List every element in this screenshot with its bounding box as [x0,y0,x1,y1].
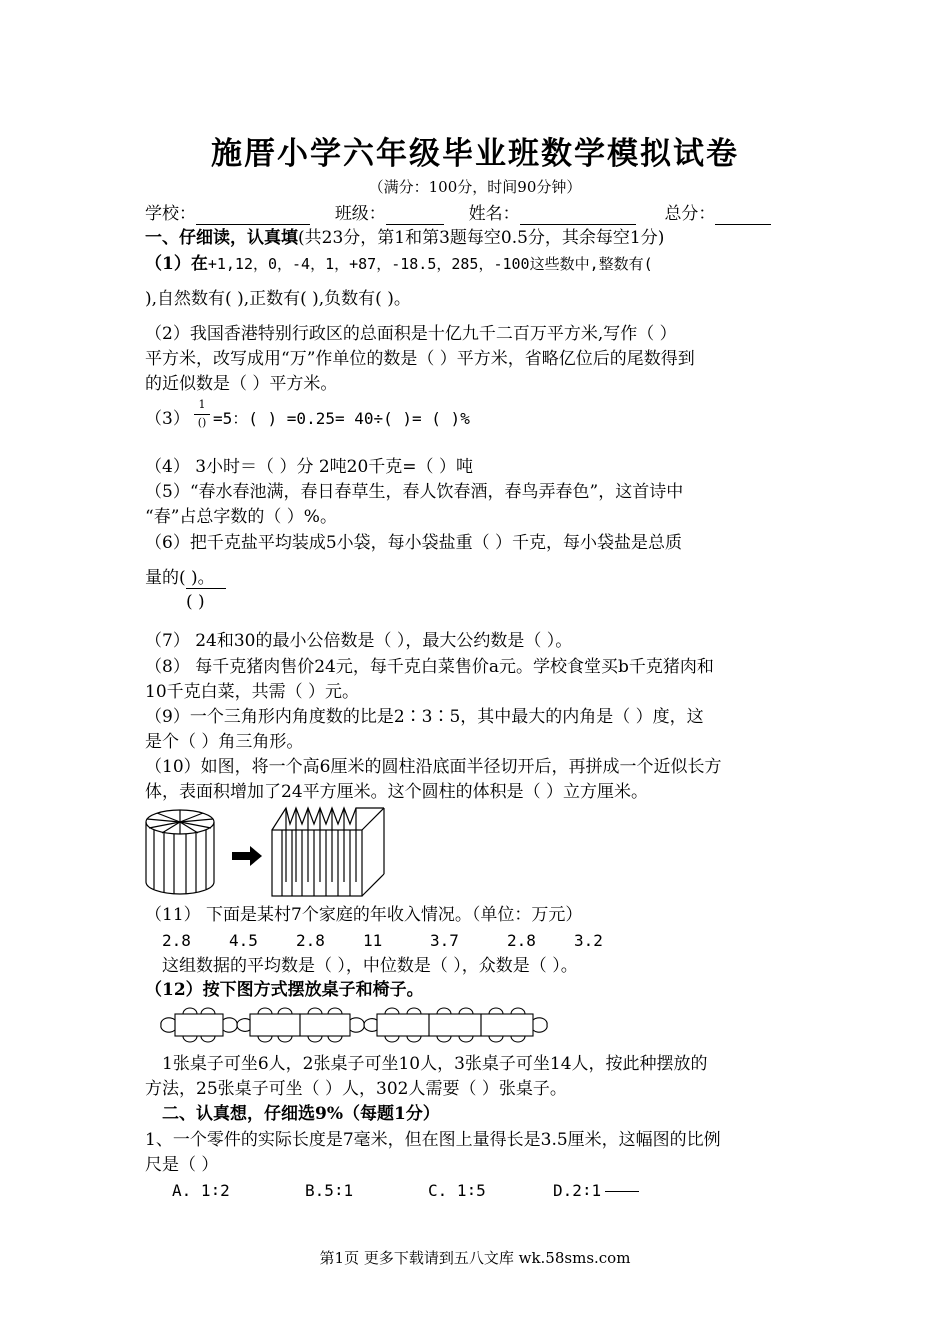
name-label: 姓名： [468,204,520,224]
class-label: 班级： [334,204,386,224]
q10-line2: 体，表面积增加了24平方厘米。这个圆柱的体积是（ ）立方厘米。 [145,782,649,802]
q12-line1: 1张桌子可坐6人，2张桌子可坐10人，3张桌子可坐14人，按此种摆放的 [162,1054,708,1074]
q3-fraction-denominator: () [197,416,207,429]
name-field[interactable] [520,208,636,225]
q2-line1: （2）我国香港特别行政区的总面积是十亿九千二百万平方米,写作（ ） [145,324,677,344]
school-label: 学校： [145,204,196,224]
arrow-right-icon [232,846,262,866]
q8-line2: 10千克白菜，共需（ ）元。 [145,682,360,702]
q11-value: 3.7 [430,931,459,950]
page-title: 施厝小学六年级毕业班数学模拟试卷 [211,136,739,172]
q11-value: 3.2 [574,931,603,950]
cylinder-figure [140,800,400,900]
mc1-option-c[interactable]: C. 1∶5 [428,1181,486,1200]
q1-line1 [145,253,653,275]
q5-line1: （5）“春水春池满，春日春草生，春人饮春酒，春鸟弄春色”，这首诗中 [145,482,684,502]
q3-text: =5：( ) =0.25= 40÷( )= ( )% [213,409,470,428]
q11-value: 11 [363,931,383,950]
mc1-options [172,1180,639,1202]
q1-label: （1）在 [145,254,208,274]
page-subtitle: （满分：100分，时间90分钟） [368,178,582,196]
q9-line1: （9）一个三角形内角度数的比是2∶3∶5，其中最大的内角是（ ）度，这 [145,707,704,727]
school-field[interactable] [196,208,310,225]
section1-note: (共23分，第1和第3题每空0.5分，其余每空1分) [298,228,665,248]
q6-fraction-bar [186,588,226,589]
q11-line1: （11） 下面是某村7个家庭的年收入情况。（单位：万元） [145,905,583,925]
q9-line2: 是个（ ）角三角形。 [145,732,304,752]
q11-value: 2.8 [507,931,536,950]
q3-fraction-bar [194,414,210,415]
page-footer: 第1页 更多下载请到五八文库 wk.58sms.com [319,1249,631,1267]
q1-line2: ),自然数有( ),正数有( ),负数有( )。 [145,289,411,309]
q12-heading: （12）按下图方式摆放桌子和椅子。 [145,980,424,1000]
q1-text1: +1,12，0，-4，1，+87，-18.5，285，-100这些数中,整数有( [207,255,653,273]
q3-label: （3） [145,409,190,429]
section1-title: 一、仔细读，认真填 [145,228,298,248]
mc1-option-b[interactable]: B.5∶1 [305,1181,354,1200]
section1-heading [145,227,664,249]
q2-line3: 的近似数是（ ）平方米。 [145,374,338,394]
mc1-line1: 1、一个零件的实际长度是7毫米，但在图上量得长是3.5厘米，这幅图的比例 [145,1130,721,1150]
q4-line: （4） 3小时＝（ ）分 2吨20千克=（ ）吨 [145,457,473,477]
q11-line3: 这组数据的平均数是（ ），中位数是（ ），众数是（ ）。 [162,956,578,976]
info-row [145,203,771,225]
q6-line3: ( ) [186,592,205,612]
q10-line1: （10）如图，将一个高6厘米的圆柱沿底面半径切开后，再拼成一个近似长方 [145,757,722,777]
score-field[interactable] [715,208,771,225]
q11-value: 4.5 [229,931,258,950]
mc1-option-d[interactable]: D.2∶1 [553,1181,602,1200]
q6-line1: （6）把千克盐平均装成5小袋，每小袋盐重（ ）千克，每小袋盐是总质 [145,533,683,553]
q11-value: 2.8 [162,931,191,950]
q12-line2: 方法，25张桌子可坐（ ）人，302人需要（ ）张桌子。 [145,1079,567,1099]
score-label: 总分： [664,204,716,224]
q11-values-row [162,930,603,952]
mc1-line2: 尺是（ ） [145,1155,219,1175]
divider [605,1191,639,1192]
q3-fraction-numerator: 1 [198,398,206,411]
mc1-option-a[interactable]: A. 1∶2 [172,1181,230,1200]
q2-line2: 平方米，改写成用“万”作单位的数是（ ）平方米，省略亿位后的尾数得到 [145,349,695,369]
q8-line1: （8） 每千克猪肉售价24元，每千克白菜售价a元。学校食堂买b千克猪肉和 [145,657,714,677]
q6-line2: 量的( )。 [145,568,215,588]
class-field[interactable] [386,208,444,225]
q5-line2: “春”占总字数的（ ）%。 [145,507,337,527]
tables-chairs-figure [155,1004,555,1044]
q7-line: （7） 24和30的最小公倍数是（ ），最大公约数是（ ）。 [145,631,573,651]
section2-heading: 二、认真想，仔细选9%（每题1分） [162,1104,440,1124]
q11-value: 2.8 [296,931,325,950]
